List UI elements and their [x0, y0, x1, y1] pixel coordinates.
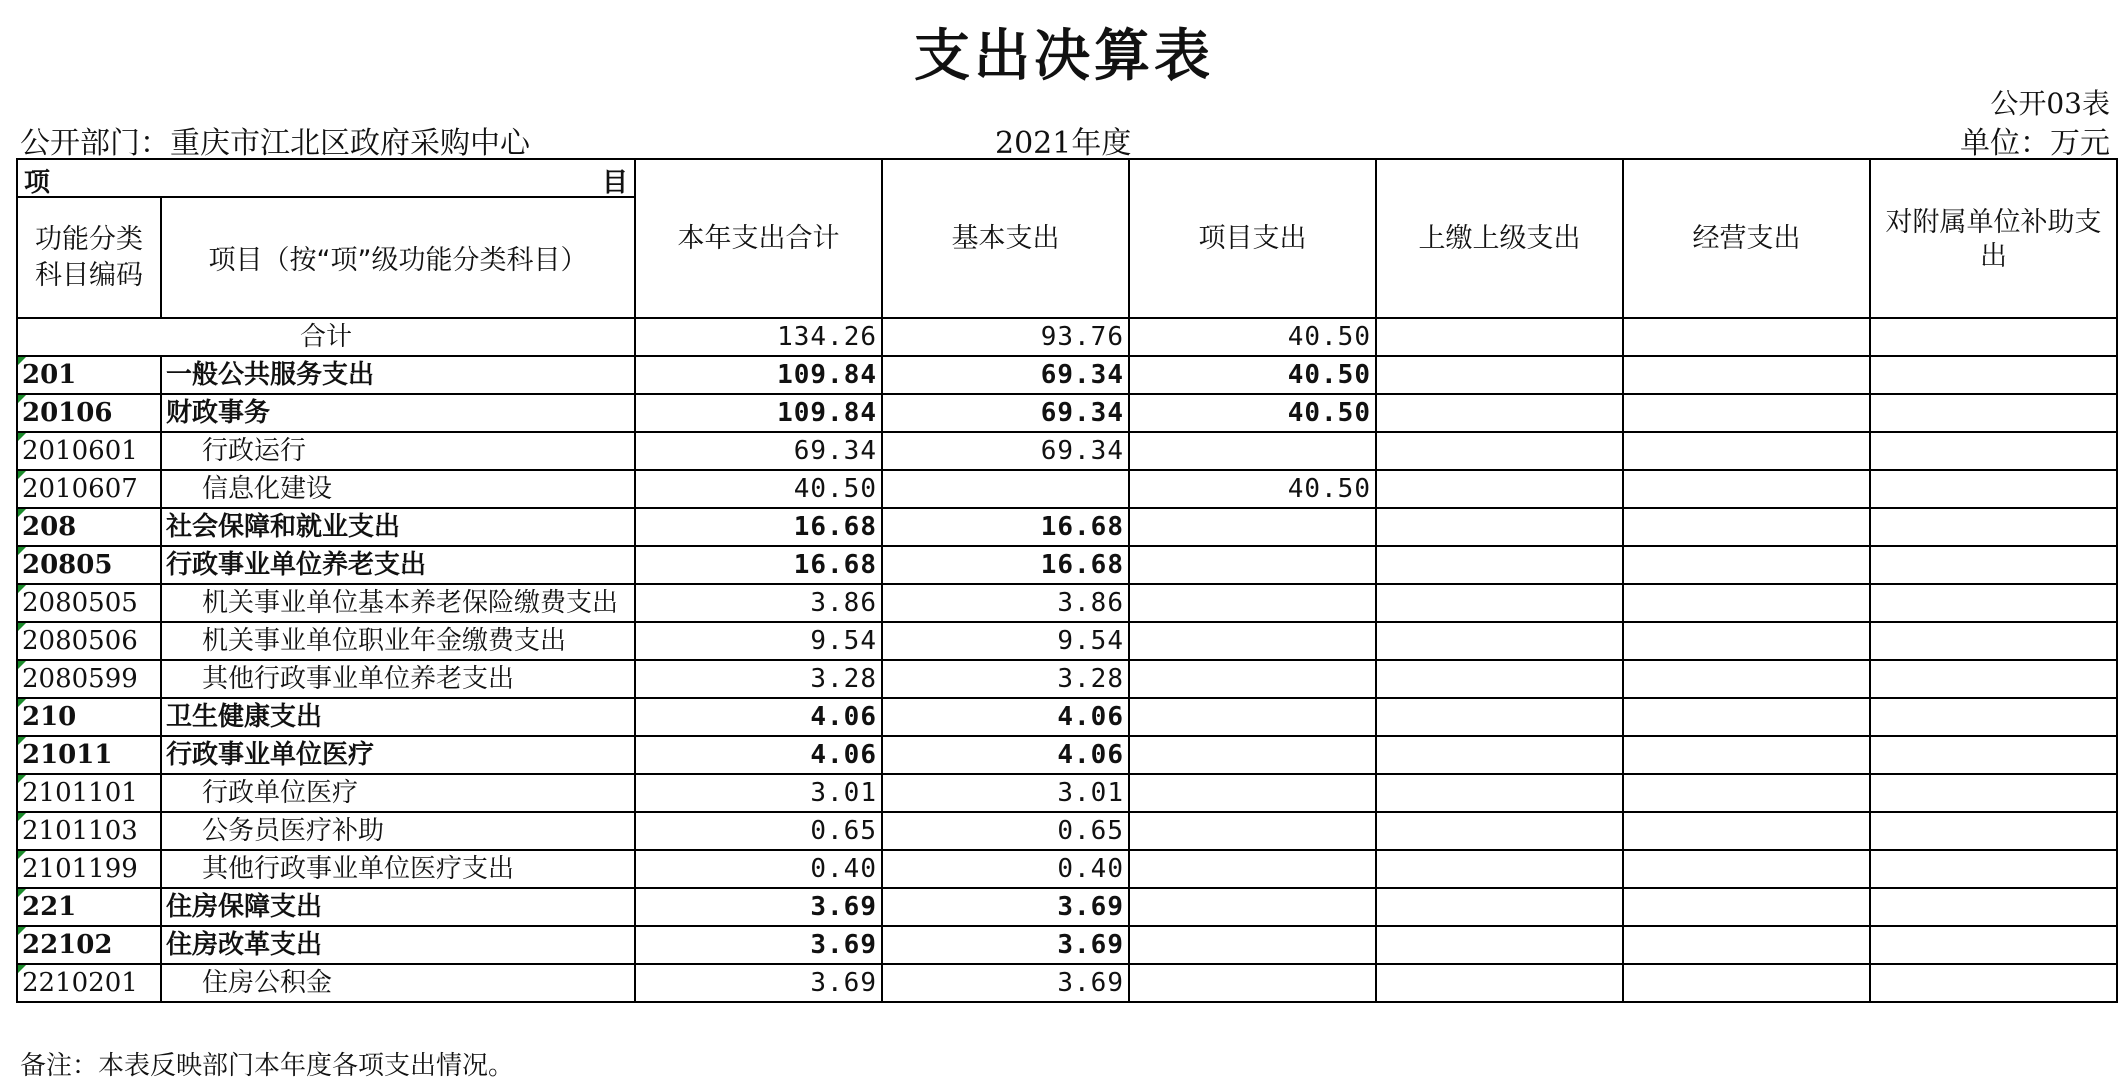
- page-title: 支出决算表: [914, 24, 1214, 89]
- row-code: 2101101: [17, 774, 161, 812]
- table-row: [17, 774, 2117, 812]
- row-value: [1623, 698, 1870, 736]
- row-code: 2080506: [17, 622, 161, 660]
- table-row: [17, 660, 2117, 698]
- total-cell: [1870, 318, 2117, 356]
- row-value: 3.69: [882, 888, 1129, 926]
- row-name: 其他行政事业单位医疗支出: [161, 850, 635, 888]
- row-name: 机关事业单位职业年金缴费支出: [161, 622, 635, 660]
- row-code: 2010607: [17, 470, 161, 508]
- header-code: 功能分类科目编码: [17, 197, 161, 318]
- row-value: 69.34: [635, 432, 882, 470]
- row-value: [1376, 508, 1623, 546]
- row-code: 210: [17, 698, 161, 736]
- total-cell: 134.26: [635, 318, 882, 356]
- table-row: [17, 394, 2117, 432]
- row-value: 3.28: [635, 660, 882, 698]
- row-value: [1129, 812, 1376, 850]
- row-value: [1870, 508, 2117, 546]
- row-value: [1623, 508, 1870, 546]
- row-value: 3.01: [882, 774, 1129, 812]
- row-value: [1376, 546, 1623, 584]
- row-value: [1129, 660, 1376, 698]
- row-name: 一般公共服务支出: [161, 356, 635, 394]
- table-row: [17, 546, 2117, 584]
- row-name: 行政单位医疗: [161, 774, 635, 812]
- row-value: 16.68: [635, 508, 882, 546]
- row-value: 3.01: [635, 774, 882, 812]
- row-value: 0.40: [882, 850, 1129, 888]
- table-row: [17, 508, 2117, 546]
- row-code: 20106: [17, 394, 161, 432]
- row-value: [1870, 394, 2117, 432]
- row-name: 社会保障和就业支出: [161, 508, 635, 546]
- row-value: [1129, 888, 1376, 926]
- row-value: [1623, 546, 1870, 584]
- row-value: 40.50: [1129, 470, 1376, 508]
- row-value: [1623, 584, 1870, 622]
- year-label: 2021年度: [995, 126, 1132, 161]
- row-name: 机关事业单位基本养老保险缴费支出: [161, 584, 635, 622]
- row-value: [1870, 546, 2117, 584]
- row-code: 2080599: [17, 660, 161, 698]
- row-code: 201: [17, 356, 161, 394]
- row-value: [1376, 964, 1623, 1002]
- row-value: 69.34: [882, 432, 1129, 470]
- table-row: [17, 584, 2117, 622]
- row-value: 3.69: [635, 964, 882, 1002]
- row-name: 卫生健康支出: [161, 698, 635, 736]
- row-value: 3.86: [635, 584, 882, 622]
- row-value: [1129, 584, 1376, 622]
- row-value: [1376, 774, 1623, 812]
- table-row: [17, 926, 2117, 964]
- row-value: [1129, 508, 1376, 546]
- row-value: 40.50: [1129, 394, 1376, 432]
- row-value: [1376, 698, 1623, 736]
- row-value: 3.86: [882, 584, 1129, 622]
- row-value: 3.69: [882, 926, 1129, 964]
- row-code: 2101103: [17, 812, 161, 850]
- row-value: 4.06: [635, 698, 882, 736]
- row-value: [1129, 850, 1376, 888]
- row-value: [1623, 356, 1870, 394]
- row-value: [1870, 850, 2117, 888]
- row-value: [1623, 470, 1870, 508]
- row-code: 208: [17, 508, 161, 546]
- table-row: [17, 812, 2117, 850]
- table-row: [17, 736, 2117, 774]
- total-cell: [1623, 318, 1870, 356]
- row-value: [1623, 736, 1870, 774]
- header-item-span: [17, 159, 635, 197]
- row-value: 4.06: [882, 736, 1129, 774]
- table-row: [17, 698, 2117, 736]
- header-col-total: 本年支出合计: [635, 159, 882, 318]
- row-name: 公务员医疗补助: [161, 812, 635, 850]
- row-code: 21011: [17, 736, 161, 774]
- header-col-remit: 上缴上级支出: [1376, 159, 1623, 318]
- row-name: 行政运行: [161, 432, 635, 470]
- row-value: [1623, 850, 1870, 888]
- row-value: [1376, 356, 1623, 394]
- row-value: 3.69: [882, 964, 1129, 1002]
- row-value: 109.84: [635, 394, 882, 432]
- total-cell: 93.76: [882, 318, 1129, 356]
- row-code: 2080505: [17, 584, 161, 622]
- row-name: 其他行政事业单位养老支出: [161, 660, 635, 698]
- row-value: [1870, 470, 2117, 508]
- row-value: [1376, 660, 1623, 698]
- row-value: [1129, 926, 1376, 964]
- row-value: [1376, 432, 1623, 470]
- table-row: [17, 356, 2117, 394]
- row-value: 69.34: [882, 356, 1129, 394]
- row-code: 2210201: [17, 964, 161, 1002]
- row-value: [1376, 394, 1623, 432]
- expenditure-table: [16, 158, 2118, 1003]
- table-row: [17, 888, 2117, 926]
- row-value: [1129, 698, 1376, 736]
- row-value: [1623, 812, 1870, 850]
- row-value: [1870, 736, 2117, 774]
- footnote: 备注：本表反映部门本年度各项支出情况。: [20, 1051, 515, 1081]
- table-row: [17, 622, 2117, 660]
- header-col-basic: 基本支出: [882, 159, 1129, 318]
- row-value: [1376, 736, 1623, 774]
- header-col-subsidy: 对附属单位补助支出: [1870, 159, 2117, 318]
- row-code: 22102: [17, 926, 161, 964]
- row-value: [1623, 622, 1870, 660]
- row-name: 财政事务: [161, 394, 635, 432]
- table-row: [17, 432, 2117, 470]
- form-number: 公开03表: [1990, 87, 2110, 120]
- row-value: [882, 470, 1129, 508]
- row-value: [1870, 888, 2117, 926]
- row-value: 40.50: [635, 470, 882, 508]
- row-value: 16.68: [635, 546, 882, 584]
- row-name: 住房公积金: [161, 964, 635, 1002]
- row-value: 0.40: [635, 850, 882, 888]
- row-value: [1376, 926, 1623, 964]
- row-value: [1623, 774, 1870, 812]
- row-value: [1376, 812, 1623, 850]
- department-label: 公开部门：重庆市江北区政府采购中心: [20, 126, 530, 161]
- row-code: 2101199: [17, 850, 161, 888]
- row-code: 2010601: [17, 432, 161, 470]
- header-xiang: 项: [24, 168, 51, 197]
- row-value: [1623, 888, 1870, 926]
- table-row: [17, 470, 2117, 508]
- total-cell: 40.50: [1129, 318, 1376, 356]
- row-value: 0.65: [635, 812, 882, 850]
- row-value: [1870, 698, 2117, 736]
- header-col-project: 项目支出: [1129, 159, 1376, 318]
- row-value: [1870, 356, 2117, 394]
- header-mu: 目: [601, 168, 628, 197]
- row-value: 16.68: [882, 546, 1129, 584]
- row-name: 住房保障支出: [161, 888, 635, 926]
- row-value: [1870, 926, 2117, 964]
- row-value: 16.68: [882, 508, 1129, 546]
- row-value: 4.06: [635, 736, 882, 774]
- row-value: [1870, 774, 2117, 812]
- row-value: [1623, 926, 1870, 964]
- row-value: [1623, 964, 1870, 1002]
- row-value: [1623, 432, 1870, 470]
- table-row: [17, 850, 2117, 888]
- row-value: 9.54: [635, 622, 882, 660]
- row-value: [1376, 622, 1623, 660]
- row-value: [1870, 622, 2117, 660]
- header-col-operation: 经营支出: [1623, 159, 1870, 318]
- row-value: [1623, 394, 1870, 432]
- row-value: [1129, 432, 1376, 470]
- row-name: 住房改革支出: [161, 926, 635, 964]
- total-cell: [1376, 318, 1623, 356]
- row-value: [1376, 850, 1623, 888]
- row-value: 3.69: [635, 888, 882, 926]
- row-value: [1129, 546, 1376, 584]
- row-code: 221: [17, 888, 161, 926]
- meta-line: [20, 118, 2110, 161]
- row-value: 40.50: [1129, 356, 1376, 394]
- row-value: 3.69: [635, 926, 882, 964]
- row-value: [1623, 660, 1870, 698]
- unit-label: 单位：万元: [1960, 126, 2110, 161]
- row-value: [1376, 470, 1623, 508]
- row-name: 信息化建设: [161, 470, 635, 508]
- row-value: [1129, 622, 1376, 660]
- row-name: 行政事业单位医疗: [161, 736, 635, 774]
- row-value: [1870, 432, 2117, 470]
- row-value: [1870, 812, 2117, 850]
- row-name: 行政事业单位养老支出: [161, 546, 635, 584]
- row-value: [1376, 584, 1623, 622]
- row-value: 109.84: [635, 356, 882, 394]
- row-value: 0.65: [882, 812, 1129, 850]
- row-value: [1129, 736, 1376, 774]
- row-value: [1870, 964, 2117, 1002]
- total-row: [17, 318, 2117, 356]
- row-value: 4.06: [882, 698, 1129, 736]
- row-value: [1870, 660, 2117, 698]
- row-value: 3.28: [882, 660, 1129, 698]
- row-value: [1129, 774, 1376, 812]
- row-code: 20805: [17, 546, 161, 584]
- row-value: [1376, 888, 1623, 926]
- table-row: [17, 964, 2117, 1002]
- total-label: 合计: [17, 318, 635, 356]
- row-value: [1129, 964, 1376, 1002]
- row-value: [1870, 584, 2117, 622]
- header-name: 项目（按“项”级功能分类科目）: [161, 197, 635, 318]
- row-value: 69.34: [882, 394, 1129, 432]
- row-value: 9.54: [882, 622, 1129, 660]
